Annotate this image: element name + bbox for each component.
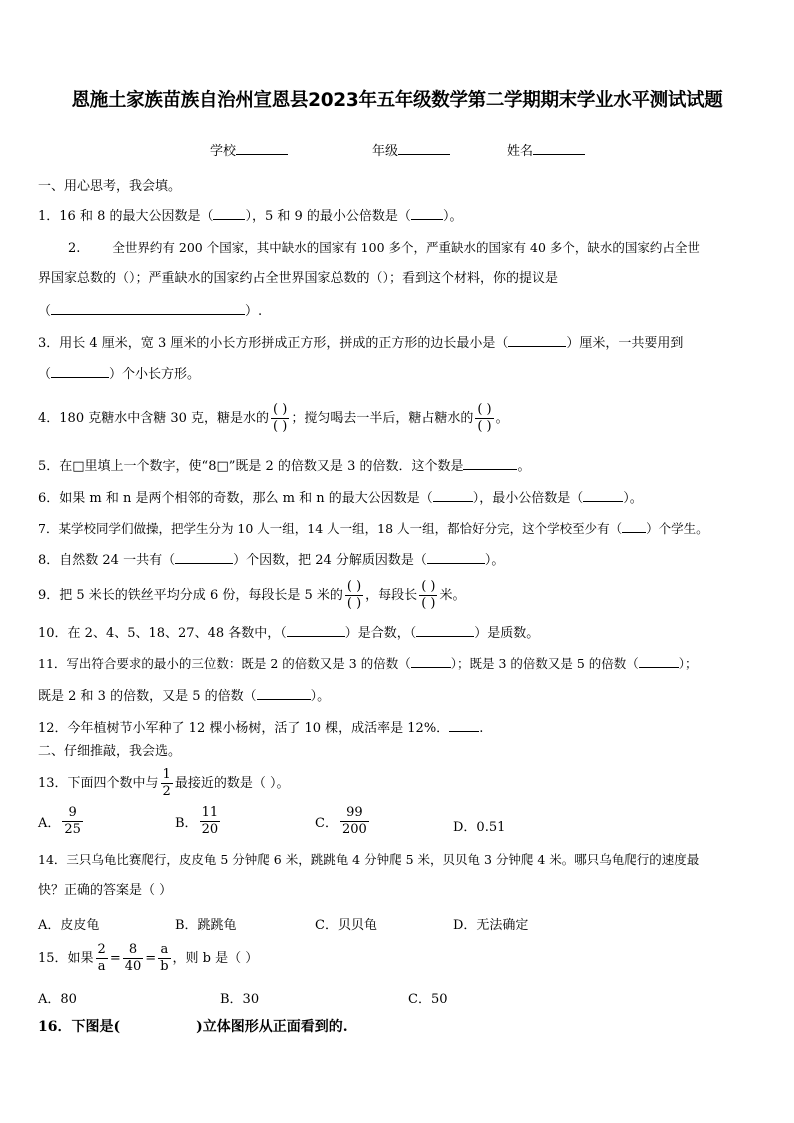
q1-text-c: ）。 bbox=[442, 209, 463, 224]
question-6 bbox=[38, 488, 643, 508]
fraction-denominator: 2 bbox=[162, 784, 171, 799]
fraction-denominator: 20 bbox=[201, 822, 219, 837]
question-8 bbox=[38, 550, 504, 570]
equals-sign: = bbox=[109, 951, 121, 966]
answer-blank bbox=[463, 456, 517, 470]
q5-end: 。 bbox=[517, 459, 531, 474]
question-2-line2: 界国家总数的（）；严重缺水的国家约占全世界国家总数的（）；看到这个材料，你的提议是 bbox=[38, 271, 559, 286]
name-field bbox=[507, 140, 585, 159]
fraction bbox=[96, 942, 108, 975]
q13-option-a[interactable] bbox=[38, 805, 85, 838]
q11-text-e: ）。 bbox=[310, 689, 331, 704]
fraction-denominator: b bbox=[160, 959, 169, 974]
q3-text-b: ）厘米，一共要用到 bbox=[566, 336, 684, 351]
answer-blank bbox=[51, 301, 245, 315]
q1-text-a: 1．16 和 8 的最大公因数是（ bbox=[38, 209, 214, 224]
answer-blank bbox=[287, 623, 345, 637]
question-3-line1 bbox=[38, 333, 683, 353]
q13-option-b[interactable] bbox=[175, 805, 222, 838]
q5-text: 5．在□里填上一个数字，使“8□”既是 2 的倍数又是 3 的倍数．这个数是 bbox=[38, 459, 464, 474]
q13-option-c[interactable] bbox=[315, 805, 371, 838]
q9-text-c: 米。 bbox=[439, 588, 466, 603]
fraction-numerator: ( ) bbox=[477, 402, 492, 417]
q10-text-a: 10．在 2、4、5、18、27、48 各数中，（ bbox=[38, 626, 287, 641]
q14-option-c[interactable]: C．贝贝龟 bbox=[315, 918, 377, 933]
question-7 bbox=[38, 519, 709, 538]
q14-option-a[interactable]: A．皮皮龟 bbox=[38, 918, 100, 933]
fraction-denominator: ( ) bbox=[273, 419, 288, 434]
fraction bbox=[158, 942, 170, 975]
question-11-line1 bbox=[38, 654, 698, 673]
name-label: 姓名 bbox=[507, 144, 534, 159]
answer-blank bbox=[411, 654, 451, 668]
question-2-line1 bbox=[68, 239, 700, 258]
q3-text-a: 3．用长 4 厘米，宽 3 厘米的小长方形拼成正方形，拼成的正方形的边长最小是（ bbox=[38, 336, 509, 351]
section-heading-choice: 二、仔细推敲，我会选。 bbox=[38, 744, 182, 759]
question-2-line3 bbox=[38, 301, 262, 321]
question-10 bbox=[38, 623, 539, 643]
q2-open-paren: （ bbox=[38, 304, 52, 319]
fraction-numerator: 9 bbox=[62, 805, 83, 822]
q16-text-b: )立体图形从正面看到的. bbox=[196, 1019, 348, 1035]
answer-blank bbox=[213, 206, 245, 220]
fraction-denominator: ( ) bbox=[346, 596, 362, 611]
fraction-numerator: 1 bbox=[162, 767, 171, 782]
fraction-one-half bbox=[161, 767, 173, 800]
fraction-numerator: 11 bbox=[201, 805, 219, 820]
grade-blank bbox=[398, 141, 450, 155]
q2-close-paren: ）. bbox=[245, 304, 263, 319]
q4-text-b: ；搅匀喝去一半后，糖占糖水的 bbox=[291, 411, 474, 426]
question-16 bbox=[38, 1018, 348, 1036]
q14-option-d[interactable]: D．无法确定 bbox=[453, 918, 529, 933]
fraction-blank bbox=[475, 402, 493, 435]
q8-text-c: ）。 bbox=[484, 553, 505, 568]
q14-option-b[interactable]: B．跳跳龟 bbox=[175, 918, 237, 933]
question-15 bbox=[38, 940, 258, 978]
fraction-numerator: ( ) bbox=[273, 402, 288, 417]
answer-blank bbox=[639, 654, 679, 668]
q4-text-a: 4．180 克糖水中含糖 30 克，糖是水的 bbox=[38, 411, 270, 426]
fraction-numerator: 8 bbox=[123, 942, 144, 959]
fraction-numerator: ( ) bbox=[346, 579, 362, 594]
answer-blank bbox=[622, 519, 646, 533]
school-label: 学校 bbox=[210, 144, 237, 159]
answer-blank bbox=[433, 488, 473, 502]
fraction bbox=[123, 942, 144, 975]
q8-text-b: ）个因数，把 24 分解质因数是（ bbox=[233, 553, 427, 568]
exam-title: 恩施土家族苗族自治州宣恩县2023年五年级数学第二学期期末学业水平测试试题 bbox=[71, 90, 723, 111]
q15-option-a[interactable]: A．80 bbox=[38, 992, 77, 1007]
q2-number: 2. bbox=[68, 241, 81, 256]
q12-text: 12．今年植树节小军种了 12 棵小杨树，活了 10 棵，成活率是 12%． bbox=[38, 721, 450, 736]
q13-text-b: 最接近的数是（ ）。 bbox=[174, 776, 290, 791]
question-4 bbox=[38, 400, 509, 438]
q3-text-c: （ bbox=[38, 367, 52, 382]
equals-sign: = bbox=[145, 951, 157, 966]
fraction-denominator: 40 bbox=[124, 959, 142, 974]
q10-text-b: ）是合数，（ bbox=[344, 626, 417, 641]
q9-text-b: ，每段长 bbox=[365, 588, 418, 603]
question-9 bbox=[38, 577, 465, 615]
option-letter: B． bbox=[175, 816, 198, 831]
option-letter: C． bbox=[315, 816, 338, 831]
q11-text-c: ）； bbox=[678, 656, 698, 671]
answer-blank bbox=[449, 718, 479, 732]
question-14-line2: 快？正确的答案是（ ） bbox=[38, 883, 173, 898]
q10-text-c: ）是质数。 bbox=[474, 626, 540, 641]
answer-blank bbox=[416, 623, 474, 637]
option-letter: A． bbox=[38, 816, 61, 831]
question-11-line2 bbox=[38, 686, 330, 706]
fraction-numerator: a bbox=[158, 942, 170, 959]
answer-blank bbox=[411, 206, 443, 220]
answer-blank bbox=[427, 550, 485, 564]
q1-text-b: ），5 和 9 的最小公倍数是（ bbox=[245, 209, 411, 224]
answer-blank bbox=[583, 488, 623, 502]
question-13 bbox=[38, 765, 289, 803]
q7-text-b: ）个学生。 bbox=[646, 521, 709, 536]
q11-text-a: 11．写出符合要求的最小的三位数：既是 2 的倍数又是 3 的倍数（ bbox=[38, 656, 411, 671]
q4-text-c: 。 bbox=[495, 411, 509, 426]
grade-field bbox=[372, 140, 450, 159]
q6-text-b: ），最小公倍数是（ bbox=[472, 491, 584, 506]
option-fraction bbox=[340, 805, 369, 838]
q13-option-d[interactable]: D．0.51 bbox=[453, 820, 506, 835]
fraction-numerator: 2 bbox=[97, 942, 106, 957]
q16-text-a: 16．下图是( bbox=[38, 1019, 121, 1035]
fraction-blank bbox=[419, 579, 437, 612]
answer-blank bbox=[508, 333, 566, 347]
q15-text-b: ，则 b 是（ ） bbox=[172, 951, 259, 966]
fraction-denominator: 25 bbox=[64, 822, 81, 837]
answer-blank bbox=[257, 686, 311, 700]
school-blank bbox=[236, 141, 288, 155]
option-fraction bbox=[200, 805, 221, 838]
q8-text-a: 8．自然数 24 一共有（ bbox=[38, 553, 176, 568]
section-heading-fill: 一、用心思考，我会填。 bbox=[38, 179, 182, 194]
q11-text-d: 既是 2 和 3 的倍数，又是 5 的倍数（ bbox=[38, 689, 257, 704]
fraction-denominator: ( ) bbox=[421, 596, 436, 611]
question-3-line2 bbox=[38, 364, 200, 384]
q9-text-a: 9．把 5 米长的铁丝平均分成 6 份，每段长是 5 米的 bbox=[38, 588, 343, 603]
fraction-denominator: a bbox=[97, 959, 106, 974]
question-5 bbox=[38, 456, 531, 476]
answer-blank bbox=[51, 364, 109, 378]
fraction-blank bbox=[345, 579, 363, 612]
q15-text-a: 15．如果 bbox=[38, 951, 94, 966]
q6-text-c: ）。 bbox=[623, 491, 643, 506]
question-12 bbox=[38, 718, 483, 738]
answer-blank bbox=[175, 550, 233, 564]
q6-text-a: 6．如果 m 和 n 是两个相邻的奇数，那么 m 和 n 的最大公因数是（ bbox=[38, 491, 433, 506]
q11-text-b: ）；既是 3 的倍数又是 5 的倍数（ bbox=[450, 656, 639, 671]
q12-end: . bbox=[479, 721, 484, 736]
q15-option-c[interactable]: C．50 bbox=[408, 992, 448, 1007]
school-field bbox=[210, 140, 288, 159]
q13-text-a: 13．下面四个数中与 bbox=[38, 776, 159, 791]
q3-text-d: ）个小长方形。 bbox=[109, 367, 201, 382]
option-fraction bbox=[62, 805, 83, 838]
grade-label: 年级 bbox=[372, 144, 399, 159]
fraction-denominator: 200 bbox=[341, 822, 367, 837]
fraction-numerator: 99 bbox=[340, 805, 369, 822]
fraction-blank bbox=[271, 402, 289, 435]
q15-option-b[interactable]: B．30 bbox=[220, 992, 260, 1007]
fraction-numerator: ( ) bbox=[421, 579, 436, 594]
fraction-denominator: ( ) bbox=[477, 419, 492, 434]
name-blank bbox=[533, 141, 585, 155]
q7-text-a: 7．某学校同学们做操，把学生分为 10 人一组，14 人一组，18 人一组，都恰好分完，这个学校至少有（ bbox=[38, 521, 623, 536]
question-1 bbox=[38, 206, 462, 226]
question-14-line1: 14．三只乌龟比赛爬行，皮皮龟 5 分钟爬 6 米，跳跳龟 4 分钟爬 5 米，贝贝龟 3 分钟爬 4 米。哪只乌龟爬行的速度最 bbox=[38, 852, 700, 867]
q2-text-line1: 全世界约有 200 个国家，其中缺水的国家有 100 多个，严重缺水的国家有 40 多个，缺水的国家约占全世 bbox=[112, 240, 700, 255]
